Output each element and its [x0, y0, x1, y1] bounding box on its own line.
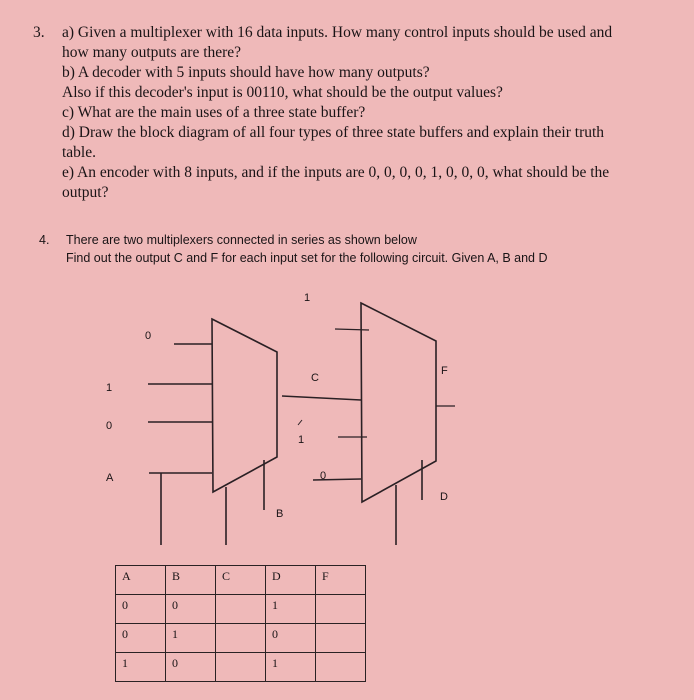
- mux1-select-label: B: [276, 508, 284, 520]
- q3-line: output?: [62, 184, 109, 201]
- table-cell: [316, 624, 366, 653]
- table-row: [116, 595, 366, 624]
- q3-line: table.: [62, 144, 96, 161]
- mux1-output-label: C: [311, 372, 319, 384]
- column-header: C: [216, 566, 266, 595]
- question-number: 3.: [33, 24, 45, 41]
- mux2-output-label: F: [441, 365, 448, 377]
- q3-line: how many outputs are there?: [62, 44, 242, 61]
- mux2-input-label: 1: [304, 292, 311, 304]
- q4-line: There are two multiplexers connected in series as shown below: [66, 233, 417, 247]
- table-cell: 1: [266, 595, 316, 624]
- q3-line: c) What are the main uses of a three state buffer?: [62, 104, 366, 121]
- q3-line: a) Given a multiplexer with 16 data inputs. How many control inputs should be used and: [62, 24, 613, 41]
- column-header: D: [266, 566, 316, 595]
- table-cell: 0: [166, 653, 216, 682]
- truth-table: [115, 565, 366, 682]
- mux2-select-label: D: [440, 491, 448, 503]
- mux1-input-label: 0: [145, 330, 152, 342]
- q3-line: b) A decoder with 5 inputs should have how many outputs?: [62, 64, 430, 81]
- table-cell: 0: [116, 624, 166, 653]
- q3-line: e) An encoder with 8 inputs, and if the inputs are 0, 0, 0, 0, 1, 0, 0, 0, what should be the: [62, 164, 610, 181]
- mux2-input-label: 1: [298, 434, 305, 446]
- table-cell: 1: [116, 653, 166, 682]
- table-row: [116, 624, 366, 653]
- table-cell: 0: [266, 624, 316, 653]
- column-header: B: [166, 566, 216, 595]
- q4-line: Find out the output C and F for each input set for the following circuit. Given A, B and D: [66, 251, 548, 265]
- table-header-row: [116, 566, 366, 595]
- table-cell: 0: [116, 595, 166, 624]
- column-header: F: [316, 566, 366, 595]
- column-header: A: [116, 566, 166, 595]
- table-cell: [216, 624, 266, 653]
- mux-2: [361, 303, 436, 502]
- q3-line: Also if this decoder's input is 00110, what should be the output values?: [62, 84, 503, 101]
- mux1-input-label: 0: [106, 420, 113, 432]
- mux2-input-label: 0: [320, 470, 327, 482]
- mux1-input-label: 1: [106, 382, 113, 394]
- table-cell: 0: [166, 595, 216, 624]
- mux1-input-label: A: [106, 472, 114, 484]
- mux-1: [212, 319, 277, 492]
- table-cell: 1: [166, 624, 216, 653]
- table-cell: [216, 653, 266, 682]
- q3-line: d) Draw the block diagram of all four types of three state buffers and explain their truth: [62, 124, 605, 141]
- table-row: [116, 653, 366, 682]
- table-cell: [316, 595, 366, 624]
- table-cell: 1: [266, 653, 316, 682]
- question-number: 4.: [39, 233, 50, 247]
- table-cell: [216, 595, 266, 624]
- table-cell: [316, 653, 366, 682]
